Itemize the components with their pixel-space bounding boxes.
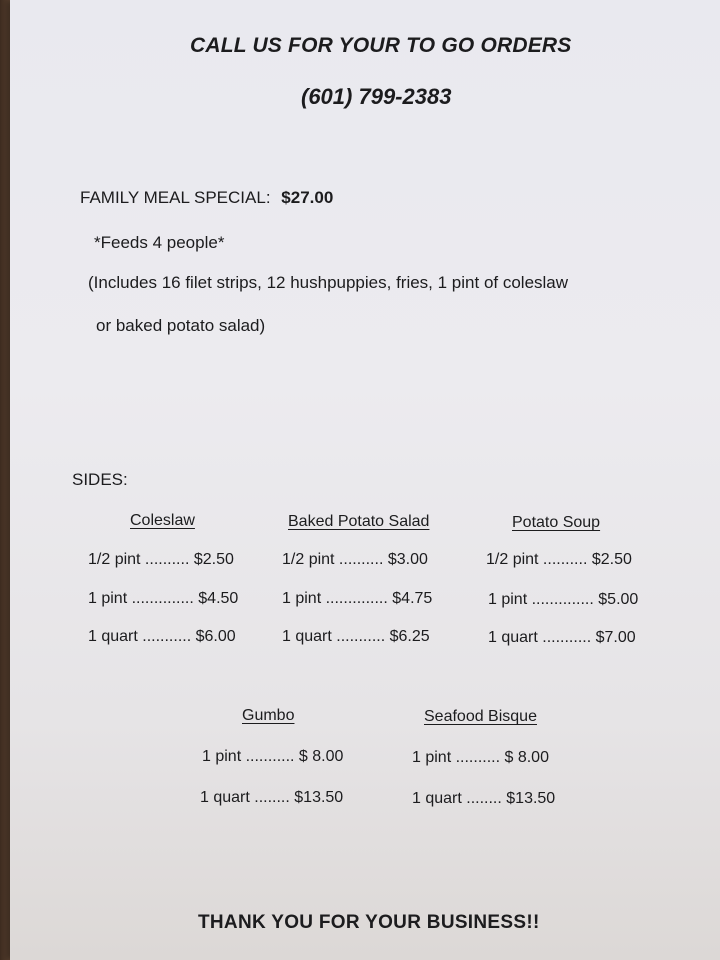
feeds-note: *Feeds 4 people*: [94, 233, 225, 252]
family-meal-label: FAMILY MEAL SPECIAL:: [80, 188, 271, 207]
coleslaw-pint: 1 pint .............. $4.50: [88, 590, 239, 607]
family-meal-price: $27.00: [281, 188, 334, 207]
gumbo-pint: 1 pint ........... $ 8.00: [202, 748, 344, 765]
includes-line-2: or baked potato salad): [96, 316, 266, 335]
potato-soup-pint: 1 pint .............. $5.00: [488, 591, 639, 608]
gumbo-title: Gumbo: [242, 707, 295, 724]
seafood-bisque-quart: 1 quart ........ $13.50: [412, 790, 556, 807]
coleslaw-quart: 1 quart ........... $6.00: [88, 628, 236, 645]
potato-soup-title: Potato Soup: [512, 514, 601, 531]
sides-heading: SIDES:: [72, 470, 128, 489]
potato-soup-half-pint: 1/2 pint .......... $2.50: [486, 551, 632, 568]
baked-potato-salad-half-pint: 1/2 pint .......... $3.00: [282, 551, 428, 568]
baked-potato-salad-pint: 1 pint .............. $4.75: [282, 590, 433, 607]
coleslaw-half-pint: 1/2 pint .......... $2.50: [88, 551, 234, 568]
coleslaw-title: Coleslaw: [130, 512, 195, 529]
potato-soup-quart: 1 quart ........... $7.00: [488, 629, 636, 646]
baked-potato-salad-title: Baked Potato Salad: [288, 513, 430, 530]
gumbo-quart: 1 quart ........ $13.50: [200, 789, 344, 806]
thank-you-footer: THANK YOU FOR YOUR BUSINESS!!: [198, 912, 540, 933]
family-meal-special: [80, 188, 333, 208]
menu-paper: [10, 0, 720, 960]
seafood-bisque-pint: 1 pint .......... $ 8.00: [412, 749, 549, 766]
baked-potato-salad-quart: 1 quart ........... $6.25: [282, 628, 430, 645]
phone-number: (601) 799-2383: [301, 84, 452, 109]
to-go-header: CALL US FOR YOUR TO GO ORDERS: [190, 34, 572, 57]
seafood-bisque-title: Seafood Bisque: [424, 708, 537, 725]
includes-line-1: (Includes 16 filet strips, 12 hushpuppies, fries, 1 pint of coleslaw: [88, 273, 569, 292]
